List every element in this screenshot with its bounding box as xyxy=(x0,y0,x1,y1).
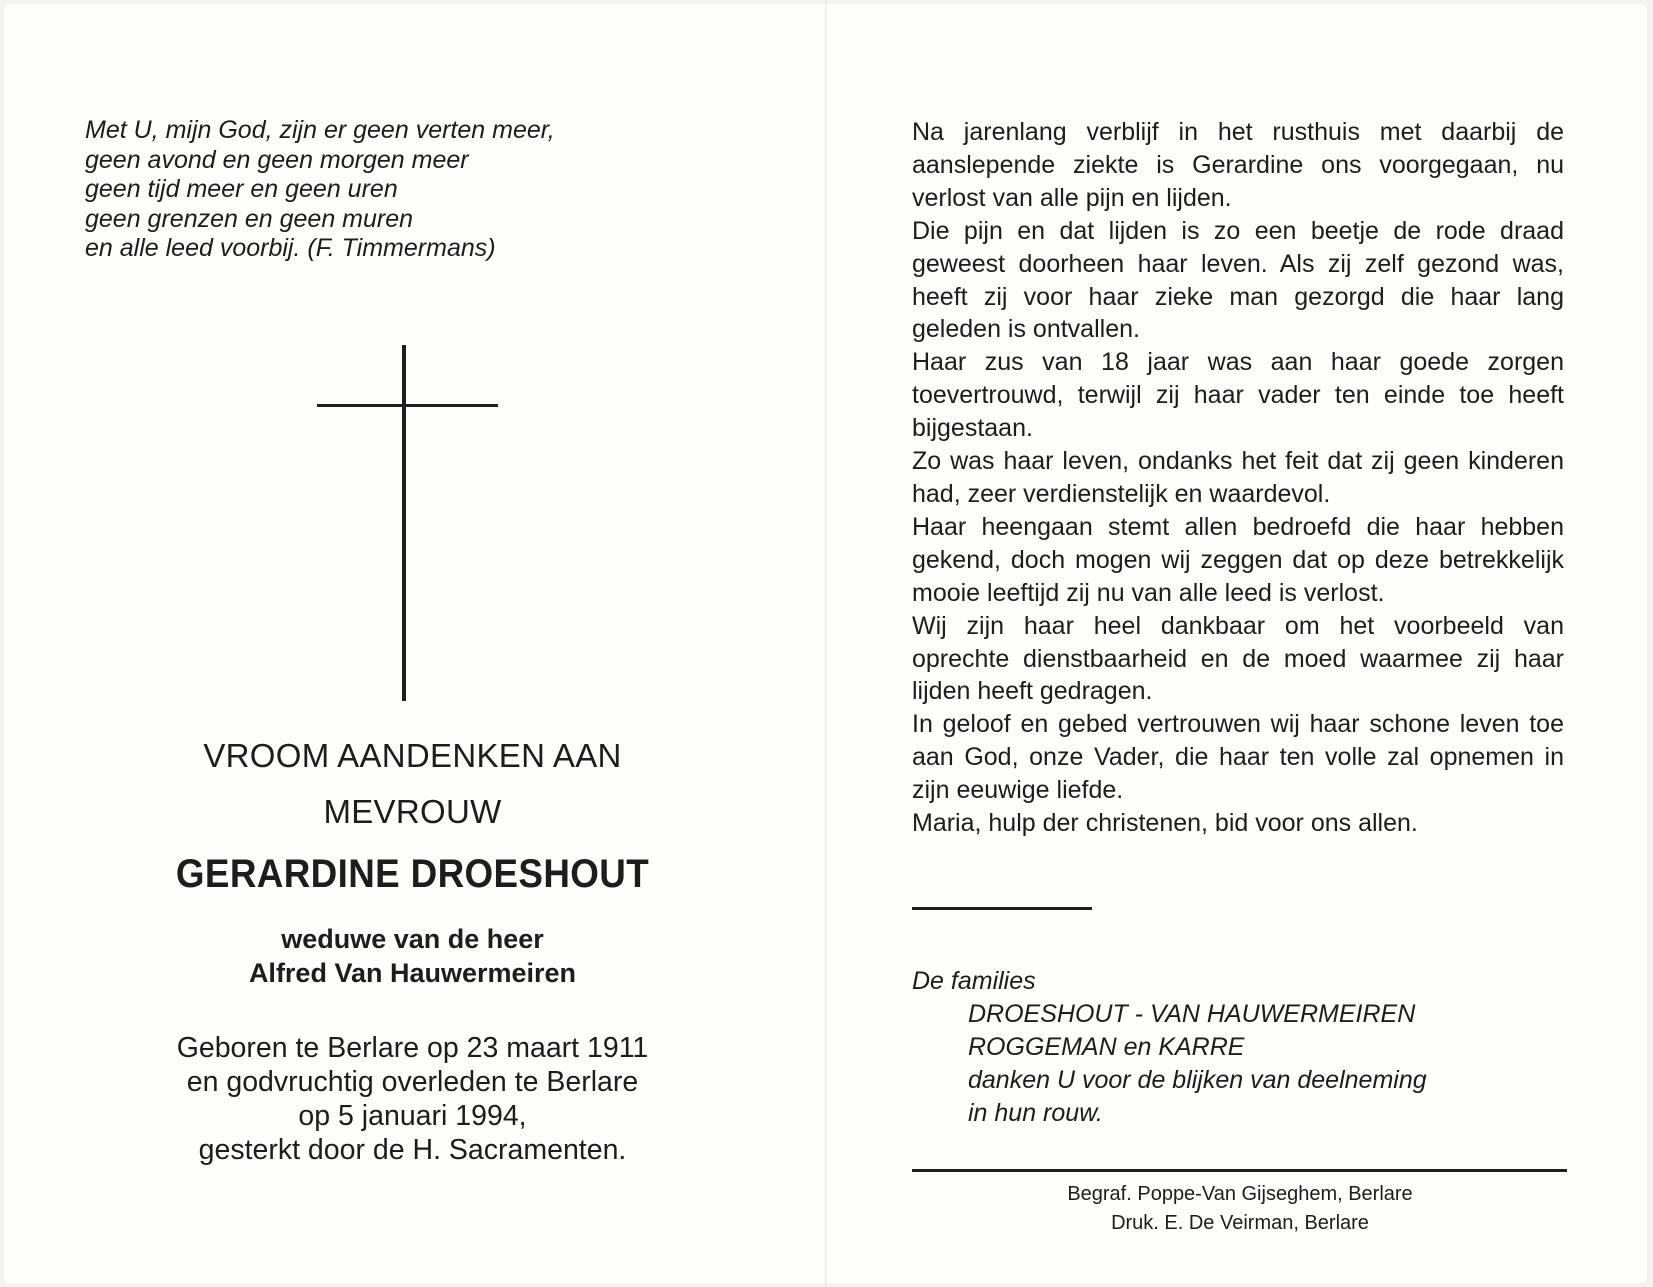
cross-horizontal-bar xyxy=(317,404,498,407)
families-intro: De families xyxy=(912,967,1036,995)
eulogy-text xyxy=(912,116,1564,840)
widow-of xyxy=(120,922,705,990)
eulogy-paragraph: Wij zijn haar heel dankbaar om het voorbeeld van oprechte dienstbaarheid en de moed waarmee zij haar lijden heeft gedragen. xyxy=(912,611,1564,706)
eulogy-paragraph: In geloof en gebed vertrouwen wij haar schone leven toe aan God, onze Vader, die haar ten volle zal opnemen in zijn eeuwige liefde. xyxy=(912,710,1564,805)
poem-line: geen grenzen en geen muren xyxy=(85,204,414,233)
memorial-heading xyxy=(120,728,705,840)
long-divider xyxy=(912,1169,1567,1172)
eulogy-paragraph: Haar zus van 18 jaar was aan haar goede zorgen toevertrouwd, terwijl zij haar vader ten einde toe heeft bijgestaan. xyxy=(912,348,1564,443)
families-thanks xyxy=(912,965,1427,1130)
spouse-name: Alfred Van Hauwermeiren xyxy=(248,958,577,988)
deceased-name: GERARDINE DROESHOUT xyxy=(175,852,650,896)
eulogy-paragraph: Zo was haar leven, ondanks het feit dat zij geen kinderen had, zeer verdienstelijk en waardevol. xyxy=(912,447,1564,508)
dates-line: op 5 januari 1994, xyxy=(298,1100,527,1132)
dates-line: en godvruchtig overleden te Berlare xyxy=(186,1066,639,1098)
poem-line: Met U, mijn God, zijn er geen verten meer, xyxy=(85,116,555,144)
poem-line: geen avond en geen morgen meer xyxy=(85,145,469,174)
widow-line: weduwe van de heer xyxy=(281,924,544,954)
imprint xyxy=(1000,1180,1480,1238)
poem xyxy=(85,116,645,264)
short-divider xyxy=(912,907,1092,910)
family-names: DROESHOUT - VAN HAUWERMEIREN xyxy=(968,1000,1416,1028)
undertaker-credit: Begraf. Poppe-Van Gijseghem, Berlare xyxy=(1067,1183,1413,1205)
family-names: ROGGEMAN en KARRE xyxy=(968,1033,1245,1061)
dates-line: Geboren te Berlare op 23 maart 1911 xyxy=(176,1032,649,1064)
eulogy-paragraph: Maria, hulp der christenen, bid voor ons allen. xyxy=(912,809,1418,838)
birth-death-details xyxy=(120,1031,705,1167)
eulogy-paragraph: Haar heengaan stemt allen bedroefd die haar hebben gekend, doch mogen wij zeggen dat op deze betrekkelijk mooie leeftijd zij nu van alle leed is verlost. xyxy=(912,512,1564,607)
thanks-line: in hun rouw. xyxy=(968,1099,1103,1127)
poem-line: en alle leed voorbij. (F. Timmermans) xyxy=(85,234,496,262)
cross-vertical-bar xyxy=(402,345,406,701)
card-fold xyxy=(825,0,827,1287)
eulogy-paragraph: Die pijn en dat lijden is zo een beetje de rode draad geweest doorheen haar leven. Als zij zelf gezond was, heeft zij voor haar zieke man gezorgd die haar lang geleden is ontvallen. xyxy=(912,216,1564,344)
printer-credit: Druk. E. De Veirman, Berlare xyxy=(1111,1212,1369,1234)
thanks-line: danken U voor de blijken van deelneming xyxy=(968,1066,1427,1094)
heading-line: VROOM AANDENKEN AAN xyxy=(203,737,622,774)
poem-line: geen tijd meer en geen uren xyxy=(85,175,398,203)
eulogy-paragraph: Na jarenlang verblijf in het rusthuis met daarbij de aanslepende ziekte is Gerardine ons voorgegaan, nu verlost van alle pijn en lijden. xyxy=(912,118,1564,212)
dates-line: gesterkt door de H. Sacramenten. xyxy=(198,1134,627,1166)
heading-title: MEVROUW xyxy=(323,793,502,830)
